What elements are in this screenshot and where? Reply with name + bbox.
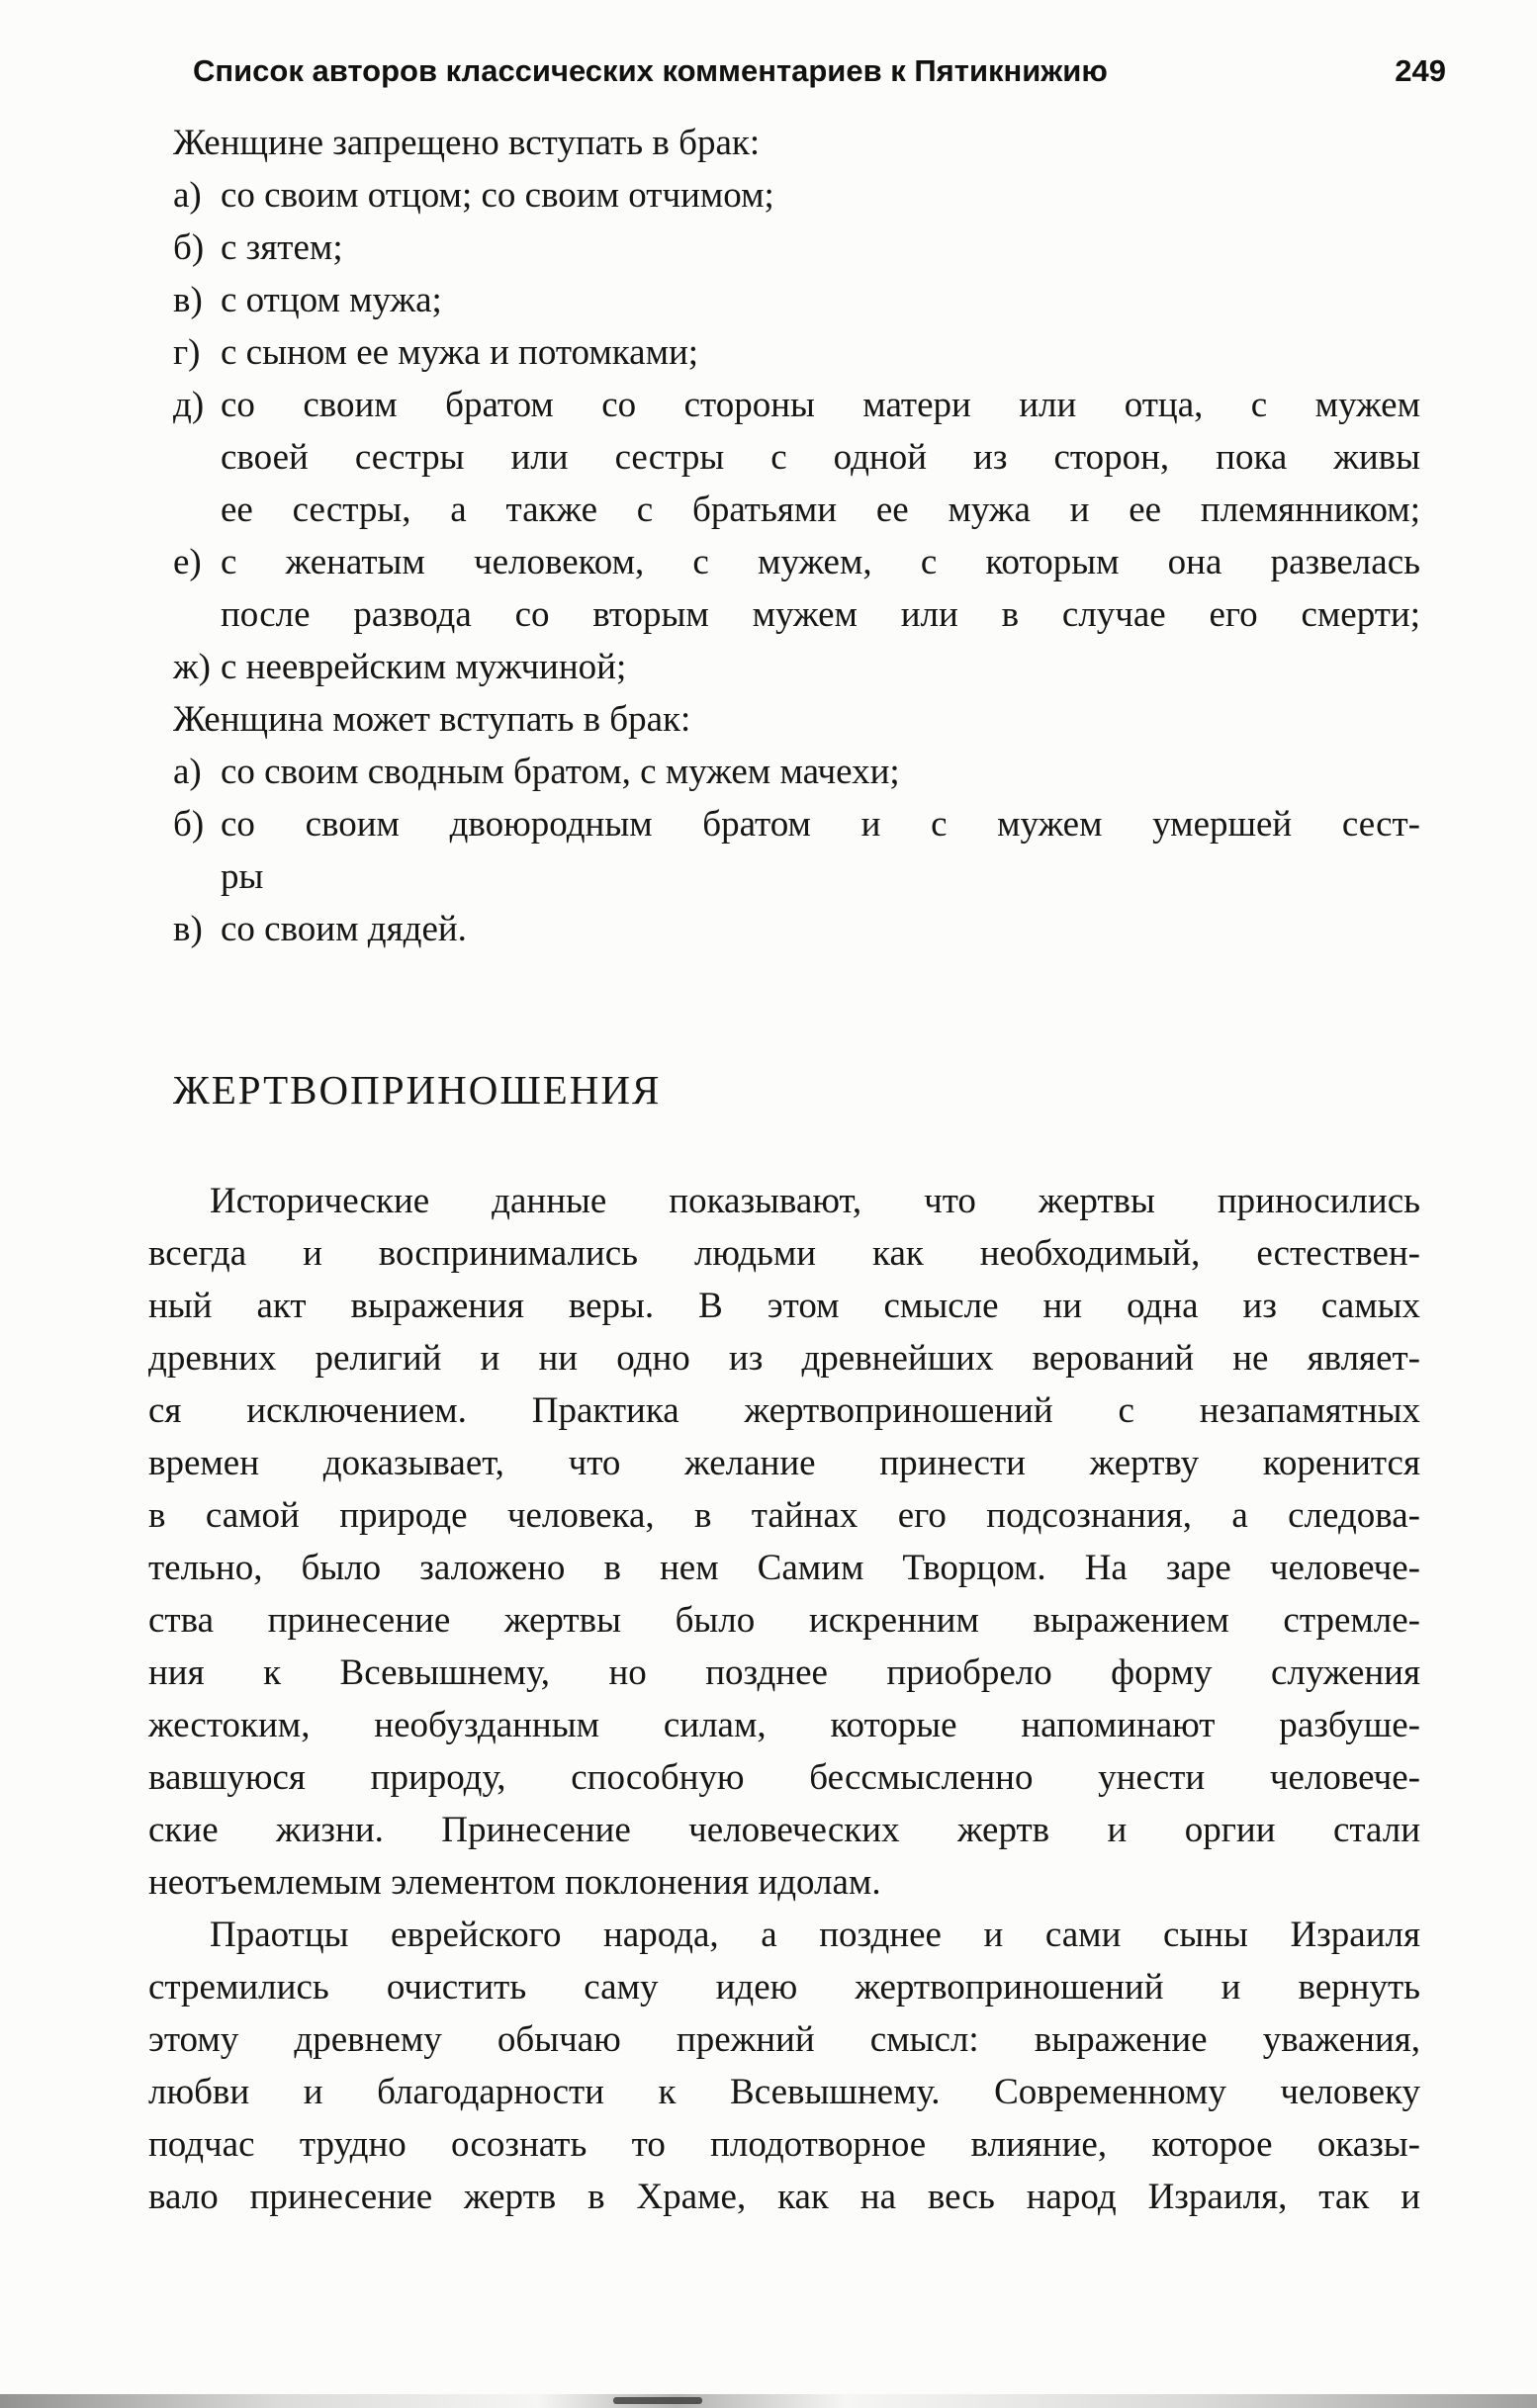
list-item-marker: ж) — [173, 647, 211, 687]
text-line: с зятем; — [221, 227, 343, 268]
paragraph — [148, 1909, 1420, 2223]
prohibited-marriages-list — [173, 169, 1420, 693]
list-item-text — [221, 798, 1420, 903]
list-item-text — [221, 169, 1420, 222]
text-line: времен доказывает, что желание принести жертву коренится — [148, 1443, 1420, 1483]
list-item-text — [221, 641, 1420, 693]
permitted-marriages-intro: Женщина может вступать в брак: — [173, 699, 691, 740]
text-line: тельно, было заложено в нем Самим Творцом. На заре человече- — [148, 1548, 1420, 1588]
paragraph — [148, 1175, 1420, 1909]
running-head — [0, 0, 1537, 91]
list-item-text — [221, 274, 1420, 326]
text-line: со своим братом со стороны матери или отца, с мужем — [221, 385, 1420, 425]
text-line: ный акт выражения веры. В этом смысле ни одна из самых — [148, 1286, 1420, 1326]
text-line: с нееврейским мужчиной; — [221, 647, 627, 687]
text-line: ния к Всевышнему, но позднее приобрело форму служения — [148, 1652, 1420, 1693]
text-line: вало принесение жертв в Храме, как на весь народ Израиля, так и — [148, 2177, 1420, 2217]
list-item-marker: в) — [173, 280, 203, 320]
list-item — [173, 274, 1420, 326]
page-content — [148, 117, 1420, 2223]
text-line: со своим сводным братом, с мужем мачехи; — [221, 752, 900, 792]
text-line: ские жизни. Принесение человеческих жертв и оргии стали — [148, 1810, 1420, 1850]
scan-edge-artifact — [0, 2394, 1537, 2408]
text-line: этому древнему обычаю прежний смысл: выражение уважения, — [148, 2019, 1420, 2060]
list-item-marker: б) — [173, 804, 205, 845]
list-item — [173, 379, 1420, 536]
running-head-title: Список авторов классических комментариев к Пятикнижию — [193, 53, 1108, 88]
text-line: с женатым человеком, с мужем, с которым она развелась — [221, 542, 1420, 582]
list-item — [173, 536, 1420, 641]
list-item-text — [221, 536, 1420, 641]
text-line: древних религий и ни одно из древнейших верований не являет- — [148, 1338, 1420, 1379]
list-item-text — [221, 903, 1420, 955]
list-item-text — [221, 379, 1420, 536]
prohibited-marriages-intro: Женщине запрещено вступать в брак: — [173, 123, 761, 163]
text-line: со своим отцом; со своим отчимом; — [221, 175, 774, 216]
text-line: в самой природе человека, в тайнах его подсознания, а следова- — [148, 1495, 1420, 1536]
text-line: Исторические данные показывают, что жертвы приносились — [210, 1181, 1420, 1221]
text-line: после развода со вторым мужем или в случае его смерти; — [221, 594, 1420, 635]
list-item-text — [221, 326, 1420, 379]
text-line: неотъемлемым элементом поклонения идолам. — [148, 1862, 881, 1903]
text-line: подчас трудно осознать то плодотворное влияние, которое оказы- — [148, 2124, 1420, 2165]
list-item — [173, 222, 1420, 274]
list-item — [173, 326, 1420, 379]
text-line: ся исключением. Практика жертвоприношений с незапамятных — [148, 1390, 1420, 1431]
section-body — [148, 1175, 1420, 2223]
list-item-marker: д) — [173, 385, 205, 425]
text-line: вавшуюся природу, способную бессмысленно унести человече- — [148, 1757, 1420, 1798]
text-line: с сыном ее мужа и потомками; — [221, 332, 699, 373]
text-line: Праотцы еврейского народа, а позднее и сами сыны Израиля — [210, 1915, 1420, 1955]
list-item-marker: б) — [173, 227, 205, 268]
text-line: своей сестры или сестры с одной из сторон, пока живы — [221, 437, 1420, 478]
list-item-text — [221, 746, 1420, 798]
text-line: жестоким, необузданным силам, которые напоминают разбуше- — [148, 1705, 1420, 1745]
text-line: любви и благодарности к Всевышнему. Современному человеку — [148, 2072, 1420, 2112]
list-item — [173, 169, 1420, 222]
list-item — [173, 641, 1420, 693]
section-heading: ЖЕРТВОПРИНОШЕНИЯ — [173, 1067, 662, 1113]
text-line: ры — [221, 856, 264, 897]
text-line: с отцом мужа; — [221, 280, 442, 320]
list-item-marker: а) — [173, 175, 202, 216]
text-line: ее сестры, а также с братьями ее мужа и ее племянником; — [221, 490, 1420, 530]
text-line: ства принесение жертвы было искренним выражением стремле- — [148, 1600, 1420, 1641]
list-item-marker: е) — [173, 542, 202, 582]
list-item — [173, 903, 1420, 955]
list-item-marker: а) — [173, 752, 202, 792]
list-item — [173, 798, 1420, 903]
text-line: стремились очистить саму идею жертвоприношений и вернуть — [148, 1967, 1420, 2007]
list-item — [173, 746, 1420, 798]
list-item-marker: в) — [173, 909, 203, 949]
page-number: 249 — [1395, 53, 1446, 88]
text-line: со своим двоюродным братом и с мужем умершей сест- — [221, 804, 1420, 845]
list-item-text — [221, 222, 1420, 274]
text-line: со своим дядей. — [221, 909, 467, 949]
permitted-marriages-list — [173, 746, 1420, 955]
scan-dash-artifact — [613, 2397, 702, 2404]
list-item-marker: г) — [173, 332, 201, 373]
text-line: всегда и воспринимались людьми как необходимый, естествен- — [148, 1233, 1420, 1274]
marriage-rules-block — [148, 117, 1420, 955]
